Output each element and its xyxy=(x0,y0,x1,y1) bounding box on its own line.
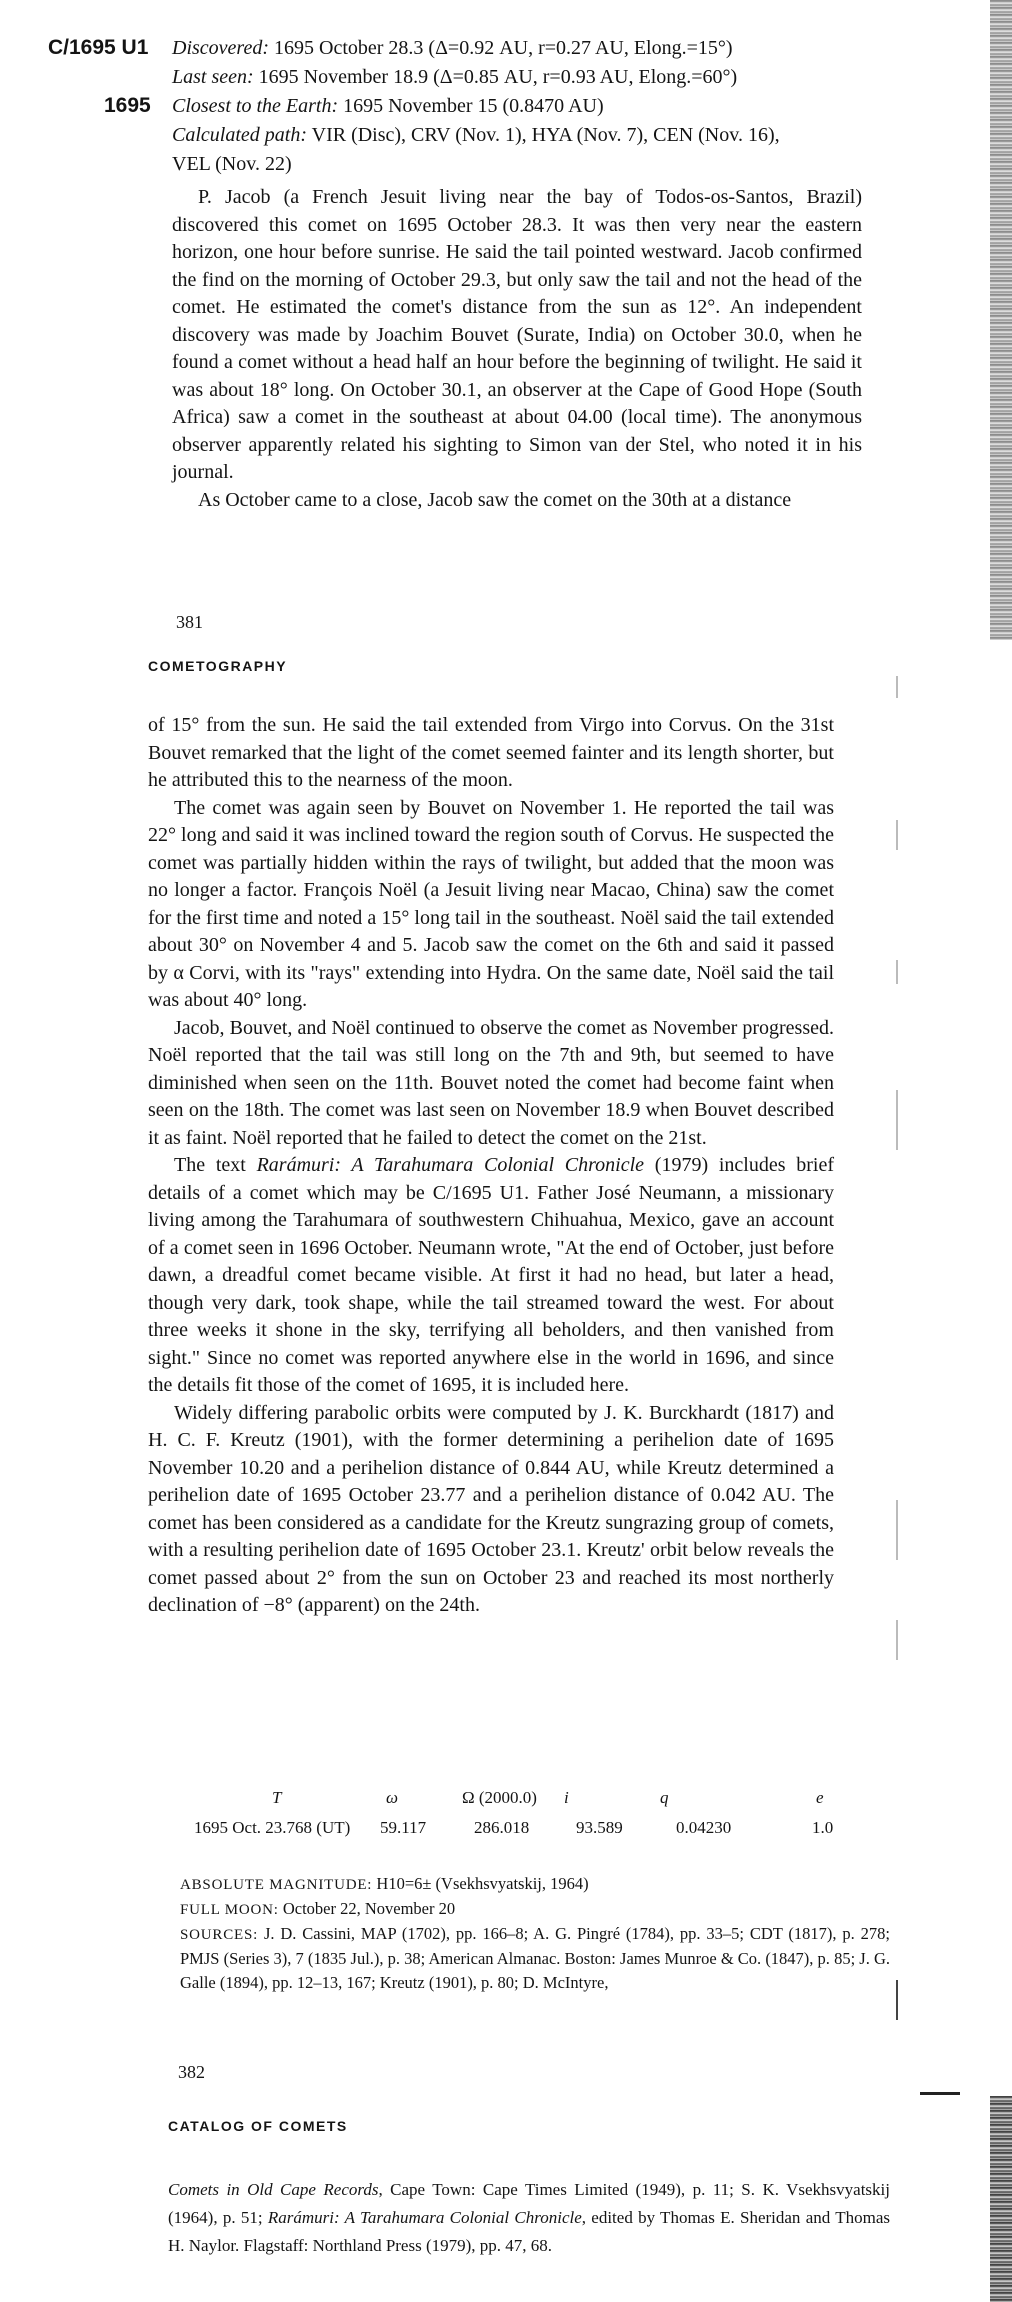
orbit-header-e: e xyxy=(816,1788,824,1807)
sources-continuation xyxy=(168,2176,890,2260)
orbit-elements-table xyxy=(190,1788,850,1848)
discovered-line xyxy=(172,34,862,63)
orbit-value-i: 93.589 xyxy=(576,1818,623,1837)
sources-cont-title: Comets in Old Cape Records xyxy=(168,2180,379,2199)
raramuri-intro: The text xyxy=(174,1154,257,1176)
paragraph-october-start: As October came to a close, Jacob saw the comet on the 30th at a distance xyxy=(198,488,792,511)
path-line xyxy=(172,121,792,179)
orbit-header-q: q xyxy=(660,1788,669,1807)
orbit-value-T: 1695 Oct. 23.768 (UT) xyxy=(194,1818,351,1837)
paragraph-november: The comet was again seen by Bouvet on November 1. He reported the tail was 22° long and said it was inclined toward the region south of Corvus. He suspected the comet was partially hidden within the rays of twilight, but added that the moon was no longer a factor. François Noël (a Jesuit living near Macao, China) saw the comet for the first time and noted a 15° long tail in the southeast. Noël said the tail extended about 30° on November 4 and 5. Jacob saw the comet on the 6th and said it passed by α Corvi, with its "rays" extending into Hydra. On the same date, Noël said the tail was about 40° long. xyxy=(148,796,834,1011)
comet-notes xyxy=(180,1872,890,1995)
orbit-header-omega: ω xyxy=(386,1788,399,1807)
full-moon-label: FULL MOON: xyxy=(180,1902,279,1918)
scan-edge-top xyxy=(990,0,1012,640)
absolute-magnitude-line xyxy=(180,1872,890,1897)
last-seen-line xyxy=(172,63,862,92)
sources-line xyxy=(180,1922,890,1995)
orbit-value-e: 1.0 xyxy=(812,1818,834,1837)
absolute-magnitude-value: H10=6± (Vsekhsvyatskij, 1964) xyxy=(372,1874,589,1893)
discovered-value: 1695 October 28.3 (Δ=0.92 AU, r=0.27 AU, Elong.=15°) xyxy=(269,37,733,59)
sources-cont-title2: Rarámuri: A Tarahumara Colonial Chronicle xyxy=(267,2208,582,2227)
sources-cont-text-a: , Cape Town: Cape Times Limited (1949), p. 11; S. K. Vsekhsvyatskij (1964), p. 51; xyxy=(168,2180,890,2227)
closest-label: Closest to the Earth: xyxy=(172,95,339,117)
page-382-body xyxy=(148,712,834,1620)
raramuri-title: Rarámuri: A Tarahumara Colonial Chronicle xyxy=(256,1154,645,1176)
running-head-cometography: COMETOGRAPHY xyxy=(148,658,288,674)
running-head-catalog: CATALOG OF COMETS xyxy=(168,2118,348,2134)
scan-tick xyxy=(896,1090,898,1150)
paragraph-october-cont: of 15° from the sun. He said the tail extended from Virgo into Corvus. On the 31st Bouvet remarked that the light of the comet seemed fainter and its length shorter, but he attributed this to the nearness of the moon. xyxy=(148,714,834,791)
orbit-value-omega: 59.117 xyxy=(380,1818,427,1837)
orbit-value-q: 0.04230 xyxy=(676,1818,732,1837)
scan-tick xyxy=(896,676,898,698)
paragraph-observations: Jacob, Bouvet, and Noël continued to observe the comet as November progressed. Noël reported that the tail was still long on the 7th and 9th, but seemed to have diminished when seen on the 11th. Bouvet noted the comet had become faint when seen on the 18th. The comet was last seen on November 18.9 when Bouvet described it as faint. Noël reported that he failed to detect the comet on the 21st. xyxy=(148,1016,834,1149)
path-label: Calculated path: xyxy=(172,124,307,146)
last-seen-value: 1695 November 18.9 (Δ=0.85 AU, r=0.93 AU, Elong.=60°) xyxy=(253,66,738,88)
comet-designation: C/1695 U1 xyxy=(48,36,149,59)
scan-tick xyxy=(896,1980,898,2020)
orbit-header-T: T xyxy=(272,1788,282,1807)
scan-tick xyxy=(896,820,898,850)
raramuri-text: (1979) includes brief details of a comet which may be C/1695 U1. Father José Neumann, a missionary living among the Tarahumara of southwestern Chihuahua, Mexico, gave an account of a comet seen in 1696 October. Neumann wrote, "At the end of October, just before dawn, a dreadful comet became visible. At first it had no head, but later a head, though very dark, took shape, while the tail streamed toward the west. For about three weeks it shone in the sky, terrifying all beholders, and then vanished from sight." Since no comet was reported anywhere else in the world in 1696, and since the details fit those of the comet of 1695, it is included here. xyxy=(148,1154,834,1396)
scan-edge-mark xyxy=(920,2092,960,2095)
full-moon-value: October 22, November 20 xyxy=(278,1899,456,1918)
absolute-magnitude-label: ABSOLUTE MAGNITUDE: xyxy=(180,1877,373,1893)
orbit-header-row xyxy=(190,1788,850,1818)
sources-value: J. D. Cassini, MAP (1702), pp. 166–8; A. G. Pingré (1784), pp. 33–5; CDT (1817), p. 278; PMJS (Series 3), 7 (1835 Jul.), p. 38; American Almanac. Boston: James Munroe & Co. (1847), p. 85; J. G. Galle (1894), pp. 12–13, 167; Kreutz (1901), p. 80; D. McIntyre, xyxy=(180,1924,890,1992)
closest-line xyxy=(172,92,862,121)
scan-tick xyxy=(896,1620,898,1660)
scan-edge-bottom xyxy=(990,2096,1012,2302)
comet-year: 1695 xyxy=(104,94,151,117)
paragraph-raramuri xyxy=(148,1152,834,1400)
orbit-header-i: i xyxy=(564,1788,569,1807)
orbit-value-node: 286.018 xyxy=(474,1818,530,1837)
full-moon-line xyxy=(180,1897,890,1922)
orbit-values-row xyxy=(190,1818,850,1848)
orbit-header-node: Ω (2000.0) xyxy=(462,1788,537,1807)
paragraph-orbits: Widely differing parabolic orbits were computed by J. K. Burckhardt (1817) and H. C. F. Kreutz (1901), with the former determining a perihelion date of 1695 November 10.20 and a perihelion distance of 0.844 AU, while Kreutz determined a perihelion date of 1695 October 23.77 and a perihelion distance of 0.042 AU. The comet has been considered as a candidate for the Kreutz sungrazing group of comets, with a resulting perihelion date of 1695 October 23.1. Kreutz' orbit below reveals the comet passed about 2° from the sun on October 23 and reached its most northerly declination of −8° (apparent) on the 24th. xyxy=(148,1401,834,1616)
sources-label: SOURCES: xyxy=(180,1927,259,1943)
scan-tick xyxy=(896,960,898,984)
scan-tick xyxy=(896,1500,898,1560)
page-381-body xyxy=(172,184,862,514)
sources-cont-text-b: , edited by Thomas E. Sheridan and Thomas H. Naylor. Flagstaff: Northland Press (1979), pp. 47, 68. xyxy=(168,2208,890,2255)
comet-metadata xyxy=(172,34,862,179)
path-value: VIR (Disc), CRV (Nov. 1), HYA (Nov. 7), CEN (Nov. 16), VEL (Nov. 22) xyxy=(172,124,780,175)
discovered-label: Discovered: xyxy=(172,37,269,59)
page-number-381: 381 xyxy=(176,612,203,632)
closest-value: 1695 November 15 (0.8470 AU) xyxy=(338,95,604,117)
page-number-382: 382 xyxy=(178,2062,205,2082)
paragraph-discovery: P. Jacob (a French Jesuit living near the bay of Todos-os-Santos, Brazil) discovered this comet on 1695 October 28.3. It was then very near the eastern horizon, one hour before sunrise. He said the tail pointed westward. Jacob confirmed the find on the morning of October 29.3, but only saw the tail and not the head of the comet. He estimated the comet's distance from the sun as 12°. An independent discovery was made by Joachim Bouvet (Surate, India) on October 30.0, when he found a comet without a head half an hour before the beginning of twilight. He said it was about 18° long. On October 30.1, an observer at the Cape of Good Hope (South Africa) saw a comet in the southeast at about 04.00 (local time). The anonymous observer apparently related his sighting to Simon van der Stel, who noted it in his journal. xyxy=(172,186,862,483)
last-seen-label: Last seen: xyxy=(172,66,254,88)
